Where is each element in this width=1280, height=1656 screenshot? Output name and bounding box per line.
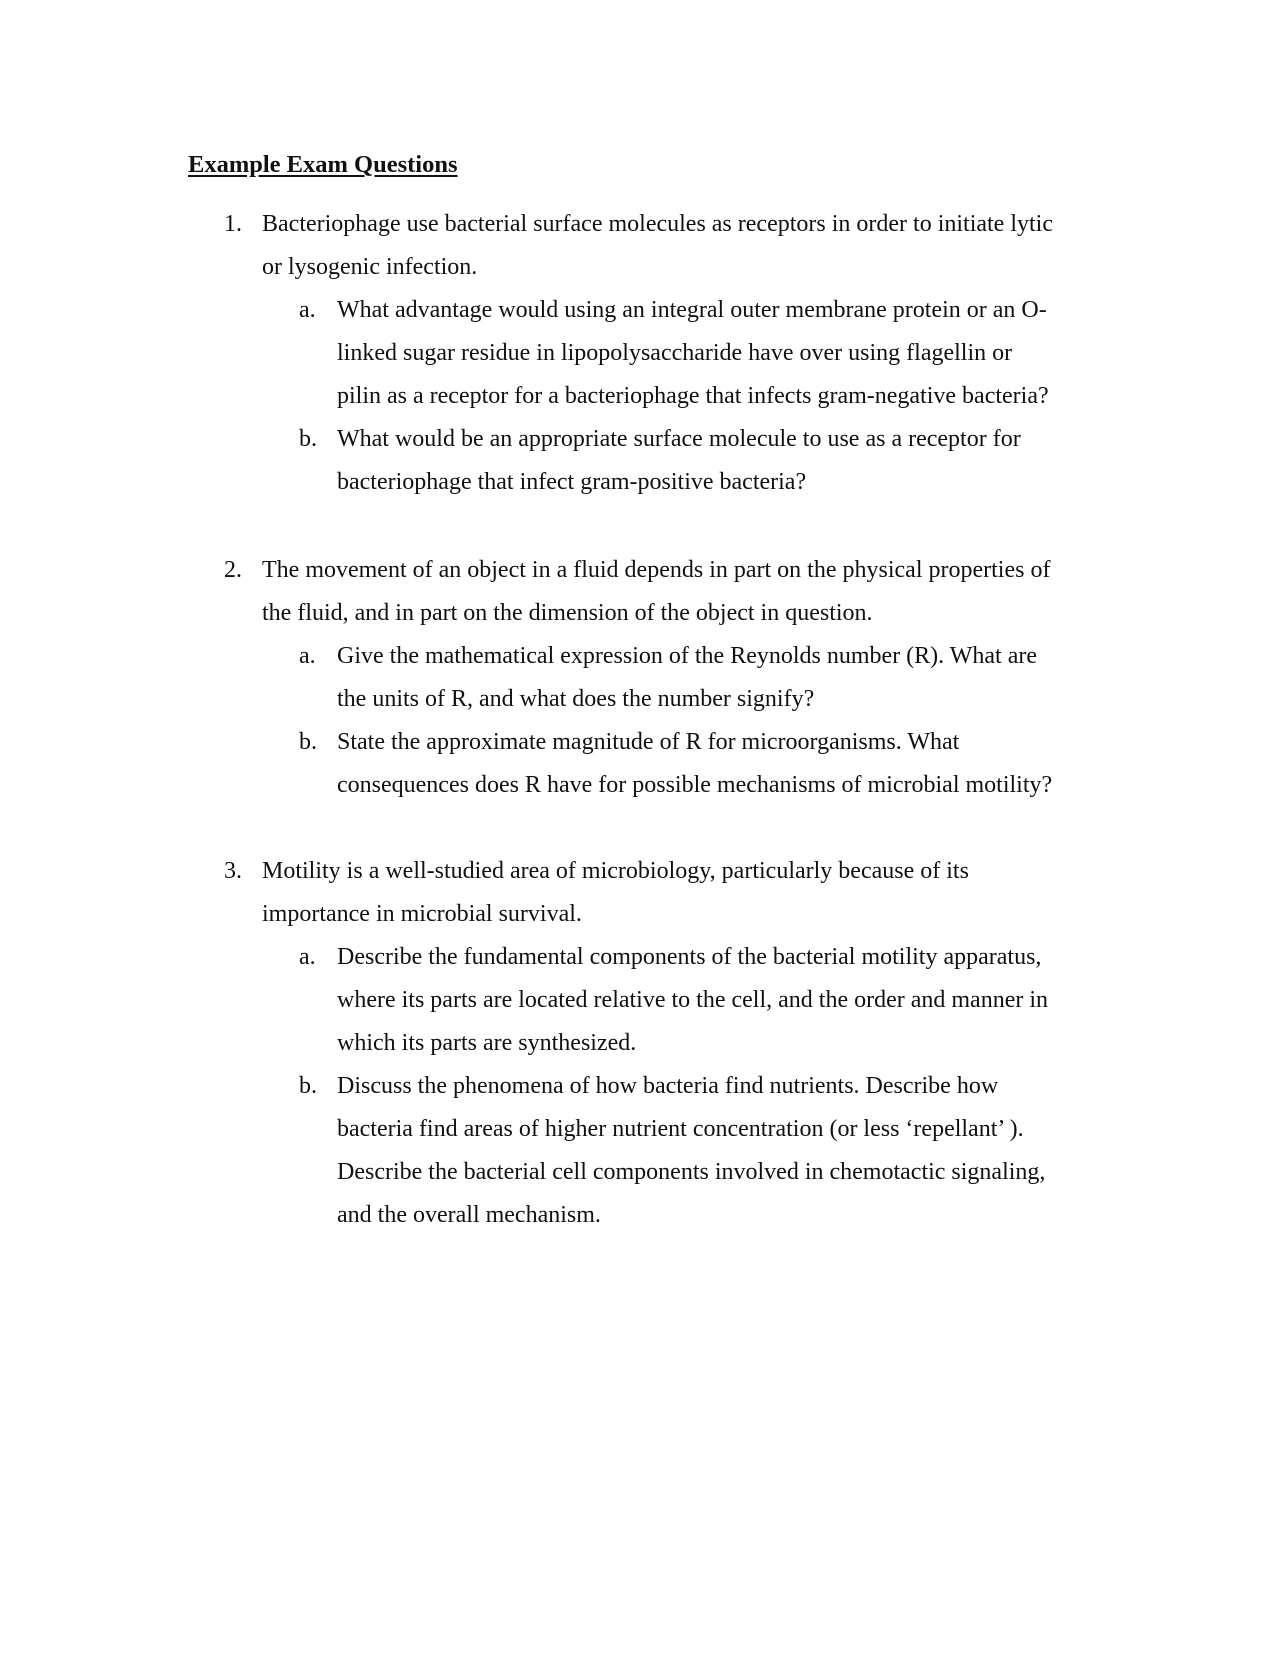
sub-question-letter: b. xyxy=(299,1073,317,1099)
sub-question-letter: b. xyxy=(299,729,317,755)
sub-question-line xyxy=(0,678,1280,721)
question-number: 3. xyxy=(224,858,242,884)
sub-question-letter: b. xyxy=(299,426,317,452)
question-3 xyxy=(0,850,1280,1237)
question-line xyxy=(0,549,1280,592)
question-text: the fluid, and in part on the dimension of the object in question. xyxy=(262,600,873,626)
sub-question-text: Describe the fundamental components of the bacterial motility apparatus, xyxy=(337,944,1042,970)
sub-question-text: bacteria find areas of higher nutrient concentration (or less ‘repellant’ ). xyxy=(337,1116,1024,1142)
question-line xyxy=(0,203,1280,246)
question-text: or lysogenic infection. xyxy=(262,254,478,280)
question-line xyxy=(0,592,1280,635)
sub-question-text: and the overall mechanism. xyxy=(337,1202,601,1228)
sub-question-line xyxy=(0,635,1280,678)
question-number: 1. xyxy=(224,211,242,237)
sub-question-line xyxy=(0,1065,1280,1108)
sub-question-line xyxy=(0,332,1280,375)
question-line xyxy=(0,893,1280,936)
sub-question-text: bacteriophage that infect gram-positive bacteria? xyxy=(337,469,807,495)
sub-question-line xyxy=(0,1151,1280,1194)
sub-question-text: linked sugar residue in lipopolysaccharide have over using flagellin or xyxy=(337,340,1013,366)
sub-question-text: What advantage would using an integral outer membrane protein or an O- xyxy=(337,297,1047,323)
question-text: importance in microbial survival. xyxy=(262,901,582,927)
question-text: The movement of an object in a fluid depends in part on the physical properties of xyxy=(262,557,1051,583)
sub-question-line xyxy=(0,721,1280,764)
sub-question-line xyxy=(0,289,1280,332)
sub-question-line xyxy=(0,418,1280,461)
sub-question-letter: a. xyxy=(299,297,316,323)
sub-question-text: Discuss the phenomena of how bacteria find nutrients. Describe how xyxy=(337,1073,999,1099)
sub-question-line xyxy=(0,936,1280,979)
question-text: Bacteriophage use bacterial surface molecules as receptors in order to initiate lytic xyxy=(262,211,1053,237)
sub-question-text: State the approximate magnitude of R for microorganisms. What xyxy=(337,729,960,755)
sub-question-text: which its parts are synthesized. xyxy=(337,1030,637,1056)
sub-question-line xyxy=(0,979,1280,1022)
question-2 xyxy=(0,549,1280,807)
sub-question-text: the units of R, and what does the number signify? xyxy=(337,686,815,712)
question-1 xyxy=(0,203,1280,504)
sub-question-line xyxy=(0,1022,1280,1065)
question-line xyxy=(0,850,1280,893)
document-title: Example Exam Questions xyxy=(188,151,458,178)
sub-question-text: pilin as a receptor for a bacteriophage that infects gram-negative bacteria? xyxy=(337,383,1049,409)
sub-question-letter: a. xyxy=(299,944,316,970)
sub-question-line xyxy=(0,375,1280,418)
sub-question-text: What would be an appropriate surface molecule to use as a receptor for xyxy=(337,426,1021,452)
sub-question-line xyxy=(0,1108,1280,1151)
sub-question-text: Describe the bacterial cell components involved in chemotactic signaling, xyxy=(337,1159,1046,1185)
sub-question-letter: a. xyxy=(299,643,316,669)
question-number: 2. xyxy=(224,557,242,583)
sub-question-line xyxy=(0,764,1280,807)
sub-question-text: consequences does R have for possible mechanisms of microbial motility? xyxy=(337,772,1053,798)
sub-question-text: Give the mathematical expression of the Reynolds number (R). What are xyxy=(337,643,1038,669)
sub-question-line xyxy=(0,1194,1280,1237)
sub-question-text: where its parts are located relative to the cell, and the order and manner in xyxy=(337,987,1049,1013)
sub-question-line xyxy=(0,461,1280,504)
question-line xyxy=(0,246,1280,289)
question-text: Motility is a well-studied area of microbiology, particularly because of its xyxy=(262,858,969,884)
